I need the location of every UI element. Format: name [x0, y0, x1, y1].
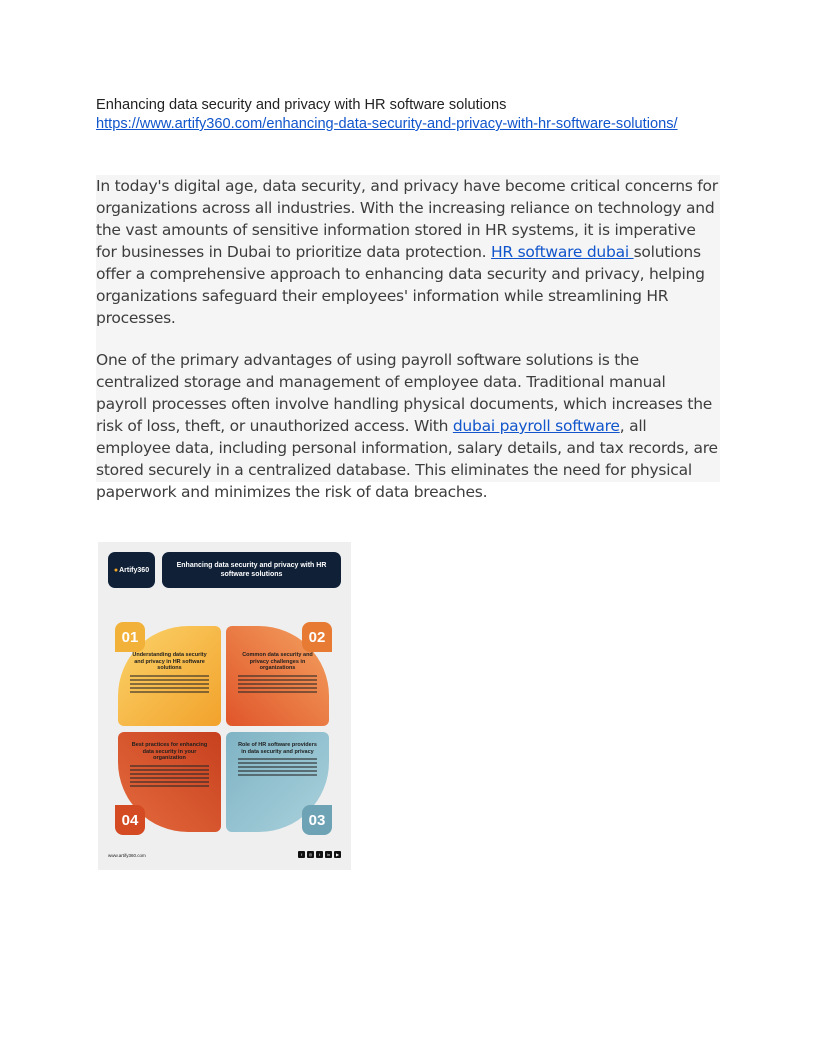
section-title: Common data security and privacy challenges in organizations [242, 652, 313, 671]
section-number-badge: 03 [302, 805, 332, 835]
youtube-icon: ▶ [335, 852, 340, 857]
artify360-logo [108, 552, 155, 588]
twitter-icon: t [316, 851, 323, 858]
paragraph-intro-text-end: solutions offer a comprehensive approach to enhancing data security and privacy, helping organizations safeguard their employees' information while streamlining HR processes. [96, 243, 705, 327]
section-title: Understanding data security and privacy in HR software solutions [132, 652, 207, 671]
section-body-lines [238, 758, 317, 776]
infographic-header: Enhancing data security and privacy with HR software solutions [162, 552, 341, 588]
section-number-badge: 04 [115, 805, 145, 835]
source-url-link[interactable]: https://www.artify360.com/enhancing-data-security-and-privacy-with-hr-software-solutions/ [96, 116, 678, 132]
section-title: Role of HR software providers in data security and privacy [238, 742, 317, 755]
social-icons [298, 851, 341, 858]
linkedin-icon: in [326, 852, 331, 857]
hr-software-dubai-link[interactable]: HR software dubai [491, 243, 634, 261]
dubai-payroll-software-link[interactable]: dubai payroll software [452, 417, 620, 435]
infographic-image [98, 542, 351, 870]
instagram-icon: ◎ [308, 852, 313, 857]
logo-text: Artify360 [119, 566, 150, 574]
paragraph-payroll-text-end: , all employee data, including personal information, salary details, and tax records, are stored securely in a centralized database. This eliminates the need for physical paperwork and minimizes the risk of data breaches. [96, 417, 718, 501]
paragraph-intro [96, 175, 720, 329]
section-body-lines [238, 675, 317, 693]
document-title: Enhancing data security and privacy with HR software solutions [96, 97, 507, 113]
section-number-badge: 01 [115, 622, 145, 652]
paragraph-payroll [96, 349, 720, 503]
section-number-badge: 02 [302, 622, 332, 652]
infographic-footer-url: www.artify360.com [108, 853, 146, 858]
section-body-lines [130, 675, 209, 693]
logo-mark-icon: ● [113, 566, 119, 574]
paragraph-intro-text-start: In today's digital age, data security, and privacy have become critical concerns for organizations across all industries. With the increasing reliance on technology and the vast amounts of sensitive information stored in HR systems, it is imperative for businesses in Dubai to prioritize data protection. [96, 177, 718, 261]
section-body-lines [130, 765, 209, 787]
article-body [96, 175, 720, 501]
paragraph-payroll-text-start: One of the primary advantages of using payroll software solutions is the centralized storage and management of employee data. Traditional manual payroll processes often involve handling physical documents, which increases the risk of loss, theft, or unauthorized access. With [96, 351, 713, 435]
section-title: Best practices for enhancing data security in your organization [131, 742, 208, 761]
facebook-icon: f [298, 851, 305, 858]
